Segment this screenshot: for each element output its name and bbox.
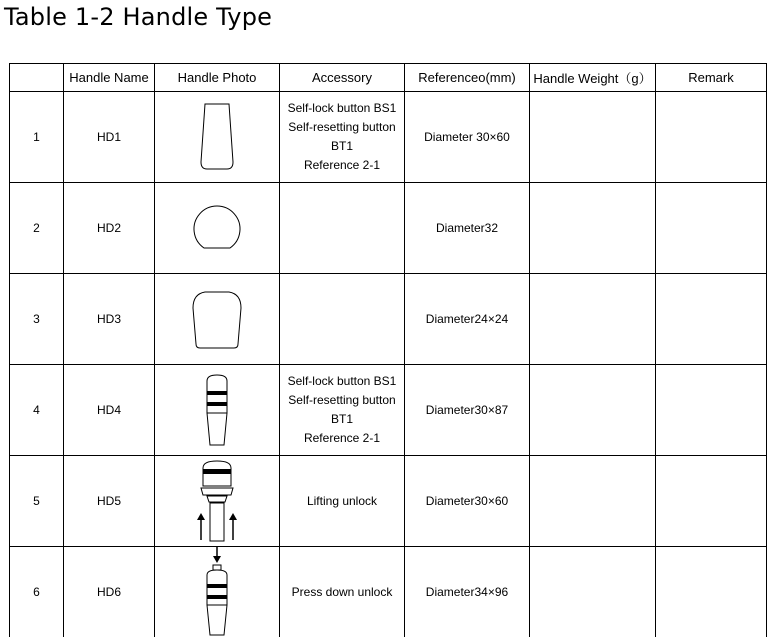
weight-cell — [530, 183, 656, 274]
reference-cell: Diameter34×96 — [405, 547, 530, 638]
handle-type-table — [9, 63, 767, 637]
row-number: 5 — [10, 456, 64, 547]
table-row — [10, 456, 767, 547]
reference-cell: Diameter 30×60 — [405, 92, 530, 183]
table-row — [10, 183, 767, 274]
accessory-cell — [280, 547, 405, 638]
hd2-handle-icon — [191, 202, 243, 254]
weight-cell — [530, 92, 656, 183]
remark-cell — [656, 92, 767, 183]
weight-cell — [530, 274, 656, 365]
hd4-handle-icon — [200, 373, 234, 447]
hd3-handle-icon — [189, 288, 245, 350]
remark-cell — [656, 365, 767, 456]
handle-photo — [155, 547, 280, 638]
accessory-cell — [280, 92, 405, 183]
accessory-line: Self-lock button BS1 — [287, 101, 397, 115]
header-handle-weight: Handle Weight（g） — [530, 64, 656, 92]
handle-name: HD2 — [64, 183, 155, 274]
accessory-cell — [280, 456, 405, 547]
page-title: Table 1-2 Handle Type — [4, 3, 273, 31]
weight-cell — [530, 547, 656, 638]
handle-name: HD1 — [64, 92, 155, 183]
accessory-line: Reference 2-1 — [303, 158, 381, 172]
header-index — [10, 64, 64, 92]
hd5-handle-icon — [195, 458, 239, 544]
handle-name: HD5 — [64, 456, 155, 547]
handle-photo — [155, 92, 280, 183]
handle-photo — [155, 365, 280, 456]
reference-cell: Diameter30×60 — [405, 456, 530, 547]
accessory-cell — [280, 365, 405, 456]
header-reference: Referenceo(mm) — [405, 64, 530, 92]
row-number: 3 — [10, 274, 64, 365]
accessory-line: Self-resetting button BT1 — [288, 120, 396, 153]
handle-name: HD3 — [64, 274, 155, 365]
remark-cell — [656, 274, 767, 365]
reference-cell: Diameter32 — [405, 183, 530, 274]
header-handle-photo: Handle Photo — [155, 64, 280, 92]
weight-cell — [530, 456, 656, 547]
handle-photo — [155, 183, 280, 274]
table-row — [10, 274, 767, 365]
accessory-line: Self-resetting button BT1 — [288, 393, 396, 426]
hd1-handle-icon — [197, 102, 237, 172]
table-row — [10, 92, 767, 183]
accessory-line: Press down unlock — [291, 584, 393, 599]
remark-cell — [656, 456, 767, 547]
header-accessory: Accessory — [280, 64, 405, 92]
weight-cell — [530, 365, 656, 456]
table-row — [10, 365, 767, 456]
accessory-line: Self-lock button BS1 — [287, 374, 397, 388]
row-number: 4 — [10, 365, 64, 456]
accessory-cell — [280, 274, 405, 365]
row-number: 6 — [10, 547, 64, 638]
header-remark: Remark — [656, 64, 767, 92]
remark-cell — [656, 547, 767, 638]
handle-name: HD4 — [64, 365, 155, 456]
remark-cell — [656, 183, 767, 274]
row-number: 2 — [10, 183, 64, 274]
hd6-handle-icon — [200, 547, 234, 637]
accessory-cell — [280, 183, 405, 274]
reference-cell: Diameter30×87 — [405, 365, 530, 456]
reference-cell: Diameter24×24 — [405, 274, 530, 365]
handle-photo — [155, 456, 280, 547]
handle-name: HD6 — [64, 547, 155, 638]
header-handle-name: Handle Name — [64, 64, 155, 92]
table-row — [10, 547, 767, 638]
row-number: 1 — [10, 92, 64, 183]
handle-photo — [155, 274, 280, 365]
accessory-line: Lifting unlock — [306, 493, 378, 508]
table-header-row — [10, 64, 767, 92]
accessory-line: Reference 2-1 — [303, 431, 381, 445]
